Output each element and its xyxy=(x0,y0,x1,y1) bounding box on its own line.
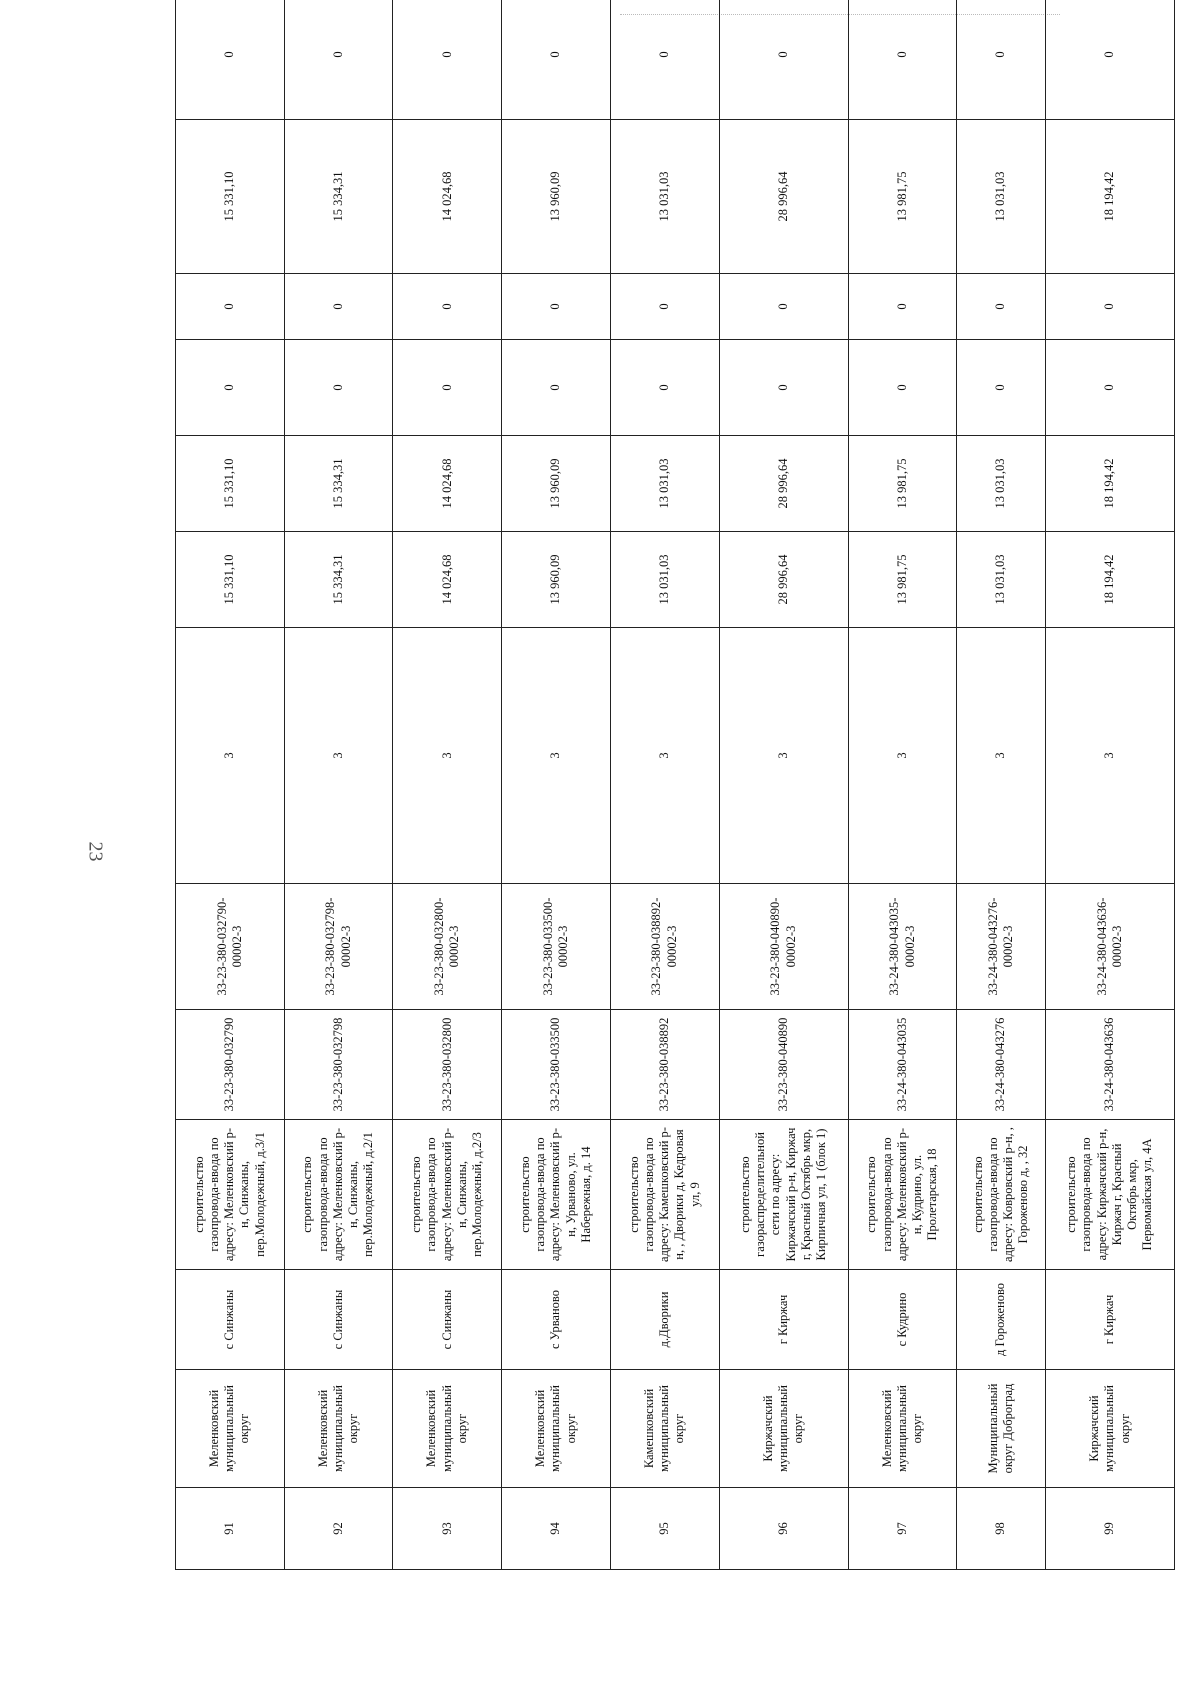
row-number-cell: 98 xyxy=(957,1488,1045,1570)
value-cell-6: 0 xyxy=(957,0,1045,120)
value-cell-6: 0 xyxy=(393,0,502,120)
value-cell-6: 0 xyxy=(848,0,957,120)
value-cell-1: 18 194,42 xyxy=(1045,532,1174,628)
value-cell-4: 0 xyxy=(610,274,719,340)
value-cell-3: 0 xyxy=(610,340,719,436)
object-id-cell: 33-23-380-032798 xyxy=(284,1010,393,1120)
description-cell: строительство газопровода-ввода по адресу: Камешковский р-н, , Дворики д, Кедровая ул, 9 xyxy=(610,1120,719,1270)
contract-id-cell: 33-23-380-032800-00002-3 xyxy=(393,884,502,1010)
description-cell: строительство газопровода-ввода по адресу: Ковровский р-н, , Гороженово д, , 32 xyxy=(957,1120,1045,1270)
district-cell: Меленковский муниципальный округ xyxy=(502,1370,611,1488)
category-cell: 3 xyxy=(284,628,393,884)
value-cell-2: 18 194,42 xyxy=(1045,436,1174,532)
row-number-cell: 94 xyxy=(502,1488,611,1570)
table-row xyxy=(176,0,285,1570)
settlement-cell: с Урваново xyxy=(502,1270,611,1370)
value-cell-1: 13 981,75 xyxy=(848,532,957,628)
table-row xyxy=(502,0,611,1570)
description-cell: строительство газопровода-ввода по адресу: Меленковский р-н, Синжаны, пер.Молодежный, д.3/1 xyxy=(176,1120,285,1270)
value-cell-1: 13 031,03 xyxy=(957,532,1045,628)
value-cell-2: 14 024,68 xyxy=(393,436,502,532)
contract-id-cell: 33-23-380-033500-00002-3 xyxy=(502,884,611,1010)
table-row xyxy=(957,0,1045,1570)
value-cell-2: 28 996,64 xyxy=(719,436,848,532)
value-cell-3: 0 xyxy=(848,340,957,436)
value-cell-6: 0 xyxy=(1045,0,1174,120)
contract-id-cell: 33-23-380-040890-00002-3 xyxy=(719,884,848,1010)
district-cell: Меленковский муниципальный округ xyxy=(284,1370,393,1488)
description-cell: строительство газопровода-ввода по адресу: Меленковский р-н, Урвановo, ул. Набережная, д. 14 xyxy=(502,1120,611,1270)
table-row xyxy=(393,0,502,1570)
table-wrapper xyxy=(175,51,1175,1570)
description-cell: строительство газопровода-ввода по адресу: Меленковский р-н, Синжаны, пер.Молодежный, д.2/1 xyxy=(284,1120,393,1270)
category-cell: 3 xyxy=(719,628,848,884)
object-id-cell: 33-24-380-043035 xyxy=(848,1010,957,1120)
value-cell-5: 13 981,75 xyxy=(848,120,957,274)
value-cell-5: 13 960,09 xyxy=(502,120,611,274)
value-cell-2: 13 031,03 xyxy=(610,436,719,532)
value-cell-3: 0 xyxy=(176,340,285,436)
value-cell-5: 18 194,42 xyxy=(1045,120,1174,274)
table-row xyxy=(1045,0,1174,1570)
object-id-cell: 33-23-380-032790 xyxy=(176,1010,285,1120)
value-cell-1: 13 031,03 xyxy=(610,532,719,628)
value-cell-5: 15 334,31 xyxy=(284,120,393,274)
table-row xyxy=(284,0,393,1570)
value-cell-3: 0 xyxy=(284,340,393,436)
object-id-cell: 33-24-380-043636 xyxy=(1045,1010,1174,1120)
category-cell: 3 xyxy=(848,628,957,884)
object-id-cell: 33-24-380-043276 xyxy=(957,1010,1045,1120)
district-cell: Меленковский муниципальный округ xyxy=(848,1370,957,1488)
value-cell-6: 0 xyxy=(284,0,393,120)
value-cell-3: 0 xyxy=(957,340,1045,436)
district-cell: Меленковский муниципальный округ xyxy=(176,1370,285,1488)
value-cell-6: 0 xyxy=(176,0,285,120)
row-number-cell: 92 xyxy=(284,1488,393,1570)
value-cell-5: 13 031,03 xyxy=(957,120,1045,274)
value-cell-1: 14 024,68 xyxy=(393,532,502,628)
value-cell-2: 13 981,75 xyxy=(848,436,957,532)
value-cell-4: 0 xyxy=(1045,274,1174,340)
value-cell-1: 15 331,10 xyxy=(176,532,285,628)
category-cell: 3 xyxy=(957,628,1045,884)
value-cell-2: 13 960,09 xyxy=(502,436,611,532)
settlement-cell: с Синжаны xyxy=(176,1270,285,1370)
value-cell-4: 0 xyxy=(393,274,502,340)
settlement-cell: д Гороженово xyxy=(957,1270,1045,1370)
value-cell-3: 0 xyxy=(502,340,611,436)
row-number-cell: 91 xyxy=(176,1488,285,1570)
row-number-cell: 93 xyxy=(393,1488,502,1570)
category-cell: 3 xyxy=(502,628,611,884)
page-number: 23 xyxy=(84,841,107,862)
district-cell: Муниципальный округ Доброград xyxy=(957,1370,1045,1488)
value-cell-1: 15 334,31 xyxy=(284,532,393,628)
row-number-cell: 95 xyxy=(610,1488,719,1570)
value-cell-3: 0 xyxy=(719,340,848,436)
value-cell-6: 0 xyxy=(502,0,611,120)
category-cell: 3 xyxy=(393,628,502,884)
settlement-cell: с Синжаны xyxy=(393,1270,502,1370)
table-row xyxy=(610,0,719,1570)
description-cell: строительство газопровода-ввода по адресу: Киржачский р-н, Киржач г, Красный Октябрь мкр, Первомайская ул, 4А xyxy=(1045,1120,1174,1270)
gas-pipeline-table xyxy=(175,0,1175,1570)
row-number-cell: 97 xyxy=(848,1488,957,1570)
rotated-page-area xyxy=(175,51,1175,1570)
value-cell-2: 15 331,10 xyxy=(176,436,285,532)
object-id-cell: 33-23-380-033500 xyxy=(502,1010,611,1120)
contract-id-cell: 33-23-380-032798-00002-3 xyxy=(284,884,393,1010)
settlement-cell: с Кудрино xyxy=(848,1270,957,1370)
object-id-cell: 33-23-380-032800 xyxy=(393,1010,502,1120)
value-cell-4: 0 xyxy=(176,274,285,340)
category-cell: 3 xyxy=(610,628,719,884)
district-cell: Меленковский муниципальный округ xyxy=(393,1370,502,1488)
category-cell: 3 xyxy=(1045,628,1174,884)
object-id-cell: 33-23-380-038892 xyxy=(610,1010,719,1120)
value-cell-6: 0 xyxy=(610,0,719,120)
value-cell-4: 0 xyxy=(502,274,611,340)
value-cell-3: 0 xyxy=(393,340,502,436)
description-cell: строительство газопровода-ввода по адресу: Меленковский р-н, Синжаны, пер.Молодежный, д.2/3 xyxy=(393,1120,502,1270)
description-cell: строительство газораспределительной сети по адресу: Киржачский р-н, Киржач г, Красный Октябрь мкр, Кирпичная ул, 1 (блок 1) xyxy=(719,1120,848,1270)
settlement-cell: д.Дворики xyxy=(610,1270,719,1370)
value-cell-4: 0 xyxy=(848,274,957,340)
contract-id-cell: 33-23-380-038892-00002-3 xyxy=(610,884,719,1010)
table-row xyxy=(848,0,957,1570)
contract-id-cell: 33-24-380-043276-00002-3 xyxy=(957,884,1045,1010)
value-cell-1: 28 996,64 xyxy=(719,532,848,628)
value-cell-5: 13 031,03 xyxy=(610,120,719,274)
row-number-cell: 96 xyxy=(719,1488,848,1570)
value-cell-4: 0 xyxy=(284,274,393,340)
description-cell: строительство газопровода-ввода по адресу: Меленковский р-н, Кудрино, ул. Пролетарская, 18 xyxy=(848,1120,957,1270)
value-cell-2: 13 031,03 xyxy=(957,436,1045,532)
value-cell-1: 13 960,09 xyxy=(502,532,611,628)
value-cell-5: 28 996,64 xyxy=(719,120,848,274)
district-cell: Киржачский муниципальный округ xyxy=(719,1370,848,1488)
settlement-cell: г Киржач xyxy=(719,1270,848,1370)
table-body xyxy=(176,0,1175,1570)
settlement-cell: с Синжаны xyxy=(284,1270,393,1370)
district-cell: Камешковский муниципальный округ xyxy=(610,1370,719,1488)
value-cell-5: 15 331,10 xyxy=(176,120,285,274)
value-cell-4: 0 xyxy=(957,274,1045,340)
value-cell-4: 0 xyxy=(719,274,848,340)
value-cell-5: 14 024,68 xyxy=(393,120,502,274)
settlement-cell: г Киржач xyxy=(1045,1270,1174,1370)
value-cell-3: 0 xyxy=(1045,340,1174,436)
value-cell-2: 15 334,31 xyxy=(284,436,393,532)
category-cell: 3 xyxy=(176,628,285,884)
contract-id-cell: 33-24-380-043636-00002-3 xyxy=(1045,884,1174,1010)
contract-id-cell: 33-24-380-043035-00002-3 xyxy=(848,884,957,1010)
table-row xyxy=(719,0,848,1570)
contract-id-cell: 33-23-380-032790-00002-3 xyxy=(176,884,285,1010)
value-cell-6: 0 xyxy=(719,0,848,120)
object-id-cell: 33-23-380-040890 xyxy=(719,1010,848,1120)
row-number-cell: 99 xyxy=(1045,1488,1174,1570)
district-cell: Киржачский муниципальный округ xyxy=(1045,1370,1174,1488)
